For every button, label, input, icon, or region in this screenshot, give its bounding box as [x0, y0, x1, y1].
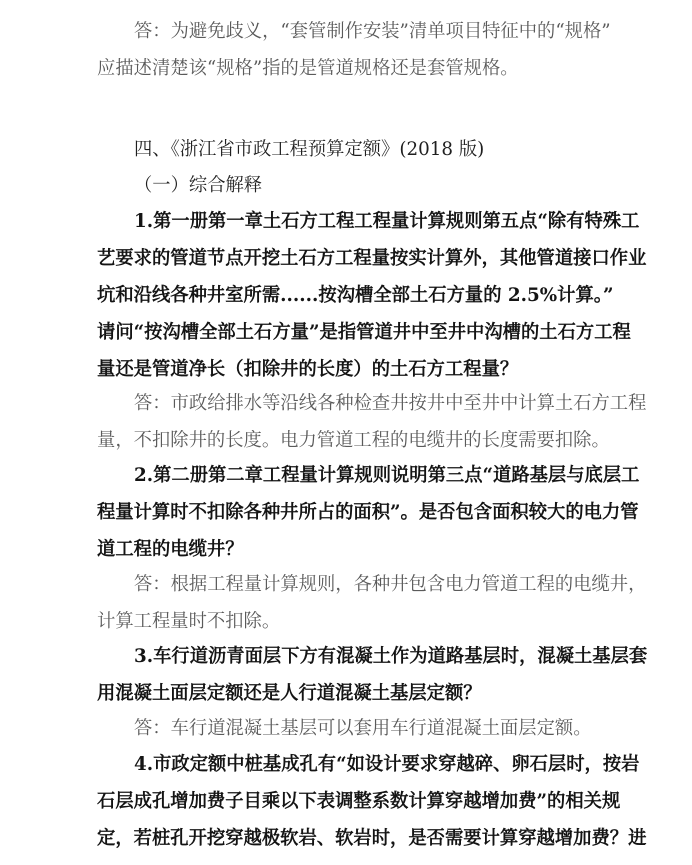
question-4-line-2: 石层成孔增加费子目乘以下表调整系数计算穿越增加费”的相关规	[97, 791, 621, 812]
answer-prev	[0, 13, 692, 87]
question-3	[0, 638, 692, 712]
answer-2	[0, 566, 692, 640]
question-2-line-2: 程量计算时不扣除各种井所占的面积”。是否包含面积较大的电力管	[97, 502, 639, 523]
question-2-line-3: 道工程的电缆井？	[97, 539, 244, 560]
question-3-line-2: 用混凝土面层定额还是人行道混凝土基层定额？	[97, 683, 482, 704]
answer-prev-line-1: 答：为避免歧义，“套管制作安装”清单项目特征中的“规格”	[134, 21, 611, 42]
question-4-line-1: 4.市政定额中桩基成孔有“如设计要求穿越碎、卵石层时，按岩	[134, 754, 640, 775]
question-1-line-4: 请问“按沟槽全部土石方量”是指管道井中至井中沟槽的土石方工程	[97, 322, 631, 343]
answer-1-line-2: 量，不扣除井的长度。电力管道工程的电缆井的长度需要扣除。	[97, 430, 610, 451]
question-2-line-1: 2.第二册第二章工程量计算规则说明第三点“道路基层与底层工	[134, 465, 640, 486]
question-1-line-5: 量还是管道净长（扣除井的长度）的土石方工程量？	[97, 359, 519, 380]
question-4	[0, 746, 692, 857]
question-1	[0, 203, 692, 388]
question-1-line-3: 坑和沿线各种井室所需......按沟槽全部土石方量的 2.5%计算。”	[97, 285, 614, 306]
answer-prev-line-2: 应描述清楚该“规格”指的是管道规格还是套管规格。	[97, 58, 519, 79]
subsection-heading	[0, 167, 692, 204]
section-heading	[0, 131, 692, 168]
question-1-line-1: 1.第一册第一章土石方工程工程量计算规则第五点“除有特殊工	[134, 211, 640, 232]
answer-1-line-1: 答：市政给排水等沿线各种检查井按井中至井中计算土石方工程	[134, 393, 647, 414]
question-2	[0, 457, 692, 568]
question-3-line-1: 3.车行道沥青面层下方有混凝土作为道路基层时，混凝土基层套	[134, 646, 648, 667]
answer-3	[0, 710, 692, 747]
question-1-line-2: 艺要求的管道节点开挖土石方工程量按实计算外，其他管道接口作业	[97, 248, 647, 269]
subsection-heading-text: （一）综合解释	[134, 175, 263, 196]
answer-2-line-2: 计算工程量时不扣除。	[97, 611, 281, 632]
answer-3-line-1: 答：车行道混凝土基层可以套用车行道混凝土面层定额。	[134, 718, 592, 739]
answer-1	[0, 385, 692, 459]
answer-2-line-1: 答：根据工程量计算规则，各种井包含电力管道工程的电缆井，	[134, 574, 647, 595]
question-4-line-3: 定，若桩孔开挖穿越极软岩、软岩时，是否需要计算穿越增加费？进	[97, 828, 647, 849]
section-heading-text: 四、《浙江省市政工程预算定额》(2018 版)	[134, 139, 485, 160]
